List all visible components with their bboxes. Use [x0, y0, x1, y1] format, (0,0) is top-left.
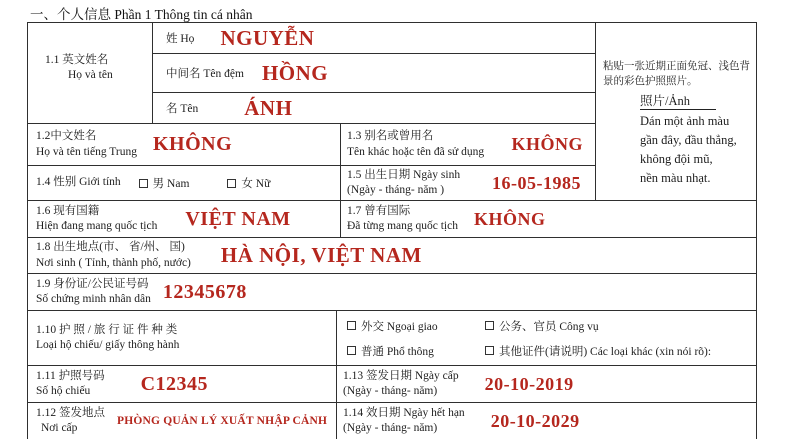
field-label-vn: Tên khác hoặc tên đã sử dụng	[347, 145, 485, 158]
gender-label: 1.4 性别 Giới tính	[36, 176, 121, 189]
field-label-cn: 1.1 英文姓名	[45, 54, 109, 66]
photo-note-vn-line: nền màu nhạt.	[640, 170, 711, 185]
field-surname-cell	[152, 22, 595, 53]
field-expiry-date-cell	[336, 402, 757, 439]
field-label-vn: (Ngày - tháng- năm)	[343, 385, 438, 397]
field-other-names-cell	[340, 123, 595, 165]
field-label-vn: Nơi sinh ( Tỉnh, thành phố, nước)	[36, 256, 191, 269]
field-birth-date-cell	[340, 165, 595, 200]
field-birth-place-cell	[27, 237, 757, 273]
field-chinese-name-cell	[27, 123, 340, 165]
checkbox-other[interactable]	[485, 346, 494, 355]
passport-type-options	[336, 310, 757, 365]
field-label-vn: Họ và tên	[68, 69, 113, 82]
field-passport-number-cell	[27, 365, 336, 402]
gender-option-male	[139, 175, 190, 191]
checkbox-ordinary[interactable]	[347, 346, 356, 355]
field-label-vn: Họ và tên tiếng Trung	[36, 145, 137, 158]
birth-place-value: HÀ NỘI, VIỆT NAM	[220, 243, 422, 267]
option-label: 普通 Phổ thông	[361, 345, 434, 358]
given-name-label: 名 Tên	[166, 103, 199, 115]
middle-name-label: 中间名 Tên đệm	[166, 68, 244, 80]
passport-type-option-diplomatic	[347, 318, 485, 334]
field-middle-name-cell	[152, 53, 595, 92]
checkbox-female[interactable]	[227, 179, 236, 188]
issue-date-value: 20-10-2019	[484, 373, 574, 394]
field-label-vn: Loại hộ chiếu/ giấy thông hành	[36, 339, 180, 351]
field-label-cn: 1.13 签发日期 Ngày cấp	[343, 369, 459, 382]
field-label-vn: Hiện đang mang quốc tịch	[36, 220, 158, 232]
other-names-value: KHÔNG	[511, 134, 583, 154]
photo-caption: 照片/Ảnh	[640, 91, 716, 110]
field-label-cn: 1.7 曾有国际	[347, 204, 411, 217]
photo-note-cn-line1: 粘贴一张近期正面免冠、浅色背	[603, 61, 750, 72]
passport-type-option-other	[485, 343, 757, 359]
checkbox-diplomatic[interactable]	[347, 321, 356, 330]
passport-number-value: C12345	[140, 372, 209, 395]
surname-value: NGUYỄN	[220, 25, 315, 50]
field-label-cn: 1.2中文姓名	[36, 130, 97, 143]
field-issue-place-cell	[27, 402, 336, 439]
checkbox-male[interactable]	[139, 179, 148, 188]
passport-type-option-official	[485, 318, 757, 334]
field-label-cn: 1.9 身份证/公民证号码	[36, 277, 149, 290]
gender-male-label: 男 Nam	[152, 178, 190, 190]
field-label-cn: 1.14 效日期 Ngày hết hạn	[343, 406, 465, 419]
field-label-cn: 1.3 别名或曾用名	[347, 130, 434, 143]
photo-box	[595, 22, 757, 200]
photo-note-vn-line: gần đây, đầu thẳng,	[640, 133, 737, 148]
field-label-vn: Số hộ chiếu	[36, 385, 91, 397]
expiry-date-value: 20-10-2029	[490, 410, 580, 431]
field-passport-type-cell	[27, 310, 336, 365]
field-label-cn: 1.5 出生日期 Ngày sinh	[347, 168, 461, 181]
middle-name-value: HỒNG	[261, 60, 329, 85]
section-title: 一、个人信息 Phần 1 Thông tin cá nhân	[30, 7, 253, 22]
field-issue-date-cell	[336, 365, 757, 402]
personal-info-table	[27, 22, 757, 439]
issue-place-value: PHÒNG QUẢN LÝ XUẤT NHẬP CẢNH	[117, 415, 328, 427]
passport-type-option-ordinary	[347, 343, 485, 359]
field-label-cn: 1.12 签发地点	[36, 406, 105, 419]
field-given-name-cell	[152, 92, 595, 123]
field-label-cn: 1.8 出生地点(市、 省/州、 国)	[36, 241, 185, 254]
gender-option-female	[227, 175, 270, 191]
surname-label: 姓 Họ	[166, 33, 195, 45]
field-former-nationality-cell	[340, 200, 757, 237]
chinese-name-value: KHÔNG	[152, 133, 233, 155]
field-label-cn: 1.11 护照号码	[36, 369, 105, 382]
photo-note-vn-line: Dán một ảnh màu	[640, 114, 730, 129]
given-name-value: ÁNH	[244, 95, 293, 120]
gender-female-label: 女 Nữ	[241, 178, 271, 190]
field-label-cn: 1.6 现有国籍	[36, 204, 100, 217]
field-label-vn: (Ngày - tháng- năm )	[347, 184, 445, 196]
photo-note-vn-line: không đội mũ,	[640, 151, 713, 166]
field-label-vn: Số chứng minh nhân dân	[36, 293, 151, 305]
current-nationality-value: VIỆT NAM	[185, 207, 291, 230]
birth-date-value: 16-05-1985	[492, 172, 581, 193]
field-label-vn: Nơi cấp	[41, 422, 78, 434]
field-label-vn: Đã từng mang quốc tịch	[347, 220, 458, 232]
option-label: 其他证件(请说明) Các loại khác (xin nói rõ):	[499, 345, 712, 358]
former-nationality-value: KHÔNG	[474, 208, 546, 229]
field-full-name-label-cell	[27, 22, 152, 123]
option-label: 公务、官员 Công vụ	[499, 320, 599, 333]
field-id-number-cell	[27, 273, 757, 310]
checkbox-official[interactable]	[485, 321, 494, 330]
option-label: 外交 Ngoại giao	[361, 320, 438, 333]
field-label-cn: 1.10 护 照 / 旅 行 证 件 种 类	[36, 323, 178, 336]
field-gender-cell	[27, 165, 340, 200]
photo-note-cn-line2: 景的彩色护照照片。	[603, 76, 698, 88]
field-label-vn: (Ngày - tháng- năm)	[343, 422, 438, 434]
id-number-value: 12345678	[162, 280, 247, 303]
field-current-nationality-cell	[27, 200, 340, 237]
